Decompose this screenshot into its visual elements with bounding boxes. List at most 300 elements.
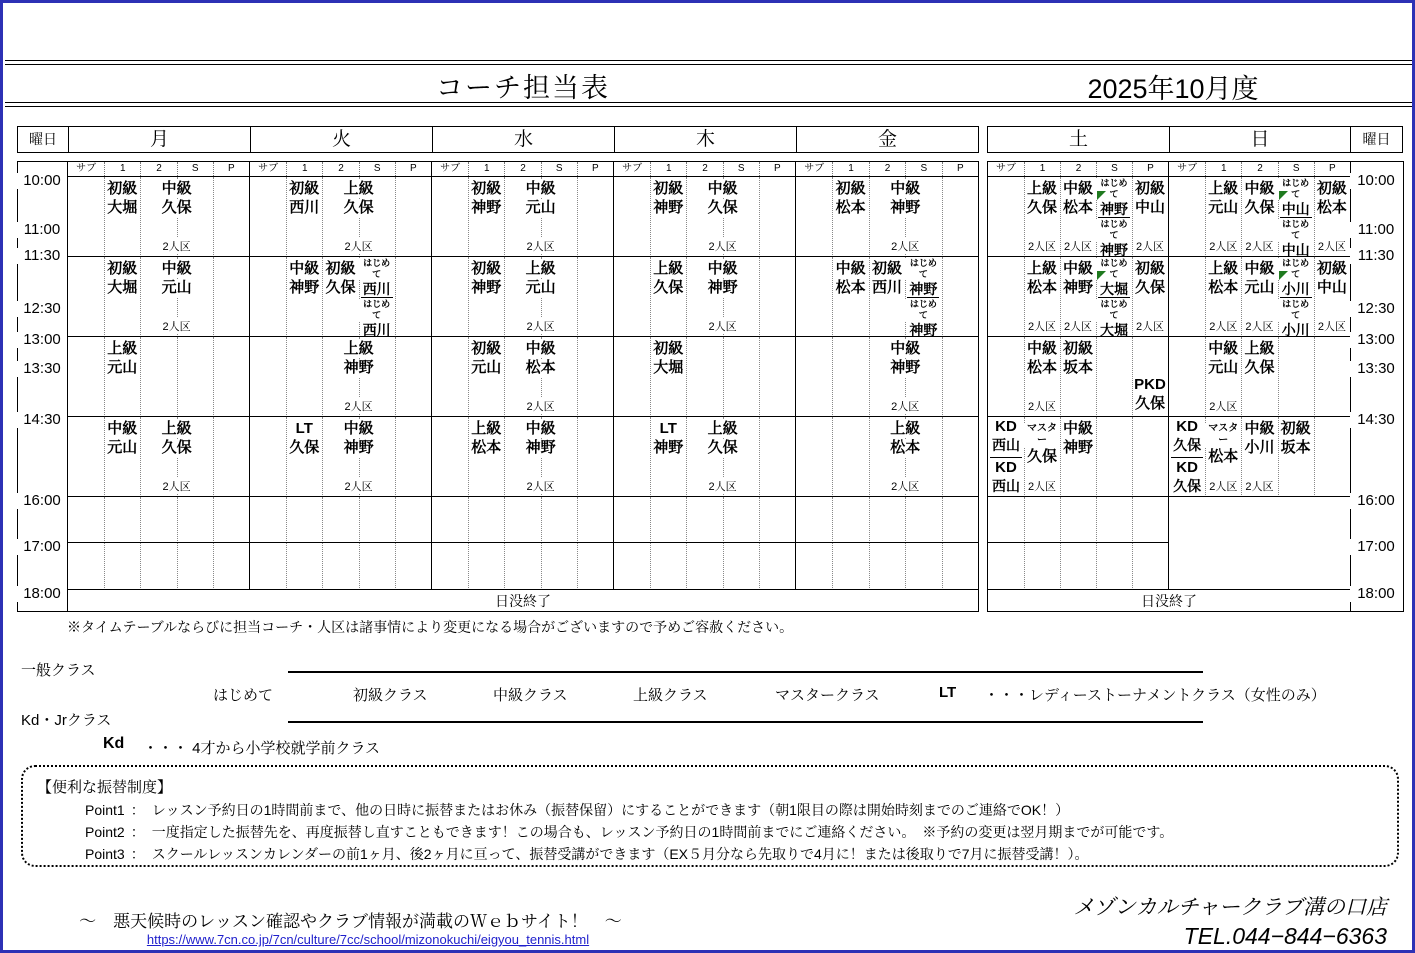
class-level-text: 中級 [707, 180, 738, 197]
class-level [322, 180, 394, 198]
day-column-水 [432, 162, 614, 589]
coach-name [686, 279, 758, 297]
time-slot-cell [432, 256, 613, 337]
stacked-class [359, 299, 395, 337]
subcol-header: サブ [440, 163, 461, 174]
subcol-header: S [723, 162, 759, 176]
grid-line [759, 337, 760, 417]
court-note-text: 2人区 [1063, 238, 1093, 254]
class-level [650, 420, 686, 438]
class-level-text: 初級 [107, 260, 138, 277]
coach-name-text: 久保 [1134, 279, 1165, 296]
class-level-text: 上級 [107, 340, 138, 357]
time-label: 13:30 [17, 361, 67, 377]
coach-name-text: 元山 [107, 439, 138, 456]
coach-name [322, 359, 394, 377]
class-level [1205, 423, 1241, 447]
court-note-text: 2人区 [1317, 318, 1347, 334]
coach-name [504, 359, 576, 377]
class-level [1314, 180, 1350, 198]
coach-name [869, 199, 942, 217]
class-entry [869, 257, 905, 337]
coach-name-text: 松本 [1062, 199, 1093, 216]
court-note [504, 238, 576, 254]
class-entry [1024, 257, 1060, 337]
class-level-text: はじめて [1278, 219, 1314, 241]
divider-line [5, 64, 1412, 65]
grid-line [1060, 543, 1061, 590]
coach-name-text: 久保 [1026, 199, 1057, 216]
class-level [322, 420, 394, 438]
class-level [359, 299, 395, 321]
grid-line [213, 417, 214, 497]
time-slot-cell [796, 416, 978, 497]
subcol-header: 1 [650, 162, 686, 176]
court-note-text: 2人区 [162, 318, 192, 334]
class-level [988, 418, 1024, 436]
coach-name-text: 西川 [362, 281, 391, 297]
subcol-header: P [1314, 162, 1350, 176]
coach-name-text: 久保 [1244, 359, 1275, 376]
class-level-text: 中級 [1062, 180, 1093, 197]
grid-line [1096, 417, 1097, 497]
class-entry [140, 417, 212, 497]
class-entry [1241, 337, 1277, 417]
coach-name-text: 神野 [1062, 439, 1093, 456]
time-slot-cell [614, 176, 795, 257]
class-entry [140, 257, 212, 337]
class-level-text: 中級 [707, 260, 738, 277]
class-level [468, 340, 504, 358]
class-entry [1241, 417, 1277, 497]
coach-name-text: 久保 [1134, 395, 1165, 412]
time-label: 17:00 [17, 539, 67, 555]
stack-divider [1280, 217, 1312, 218]
time-slot-cell [68, 416, 249, 497]
coach-name-text: 坂本 [1280, 439, 1311, 456]
class-level-text: KD [995, 459, 1017, 476]
grid-line [869, 497, 870, 543]
coach-name [1024, 359, 1060, 377]
class-level [322, 340, 394, 358]
class-level-text: 初級 [471, 260, 502, 277]
coach-name-text: 元山 [525, 199, 556, 216]
coach-name [468, 439, 504, 457]
class-entry [1278, 177, 1314, 257]
subcol-header: サブ [996, 163, 1016, 174]
time-slot-cell [250, 416, 431, 497]
coach-name [905, 281, 941, 297]
subcol-header: サブ [1177, 163, 1198, 174]
class-level-text: はじめて [1278, 178, 1314, 200]
court-note [1132, 238, 1168, 254]
time-label: 11:00 [17, 222, 67, 238]
coach-name-text: 久保 [1244, 199, 1275, 216]
court-note-text: 2人区 [162, 478, 192, 494]
grid-line [686, 543, 687, 590]
court-note [140, 238, 212, 254]
class-level [1024, 180, 1060, 198]
subcol-header: 2 [869, 162, 905, 176]
legend-lt-desc: ・・・レディーストーナメントクラス（女性のみ） [984, 687, 1326, 704]
class-entry [468, 257, 504, 337]
grid-line [504, 497, 505, 543]
coach-name-text: 神野 [890, 359, 921, 376]
grid-line [1024, 543, 1025, 590]
time-label: 12:30 [1350, 301, 1402, 317]
class-level-text: はじめて [905, 258, 941, 280]
class-level [1096, 219, 1132, 241]
notice-point-label: Point2 [85, 824, 125, 840]
court-note-text: 2人区 [526, 318, 556, 334]
coach-name [322, 199, 394, 217]
grid-line [942, 257, 943, 337]
court-note-text: 2人区 [1027, 478, 1057, 494]
comment-marker-icon [1097, 191, 1106, 200]
grid-line [468, 543, 469, 590]
subcol-header: S [177, 162, 213, 176]
class-entry [869, 417, 942, 497]
coach-name [468, 279, 504, 297]
comment-marker-icon [1279, 271, 1288, 280]
time-slot-cell [68, 176, 249, 257]
shop-name: メゾンカルチャークラブ溝の口店 [1073, 896, 1387, 919]
time-label: 10:00 [17, 173, 67, 189]
coach-name [504, 439, 576, 457]
legend-kid-label: Kd・Jrクラス [21, 712, 112, 729]
subcol-header: サブ [804, 163, 825, 174]
time-slot-cell [988, 542, 1168, 590]
time-slot-cell [988, 496, 1168, 543]
class-level-text: LT [659, 420, 677, 437]
stacked-class [1096, 178, 1132, 216]
stacked-class [1278, 219, 1314, 257]
grid-line [286, 337, 287, 417]
class-level-text: 初級 [1280, 420, 1311, 437]
class-entry [1205, 337, 1241, 417]
subcol-header: 2 [140, 162, 176, 176]
stacked-class [1096, 219, 1132, 257]
class-level [1314, 260, 1350, 278]
time-slot-cell [250, 336, 431, 417]
court-note [322, 238, 394, 254]
grid-line [942, 543, 943, 590]
coach-name [104, 359, 140, 377]
time-label: 13:00 [17, 332, 67, 348]
class-level [1241, 340, 1277, 358]
coach-name [1132, 395, 1168, 413]
coach-name [1169, 478, 1205, 494]
page-title: コーチ担当表 [436, 73, 610, 103]
class-level-text: はじめて [1278, 299, 1314, 321]
time-slot-cell [614, 336, 795, 417]
grid-line [1132, 497, 1133, 543]
stacked-class [988, 418, 1024, 456]
court-note [686, 238, 758, 254]
time-slot-cell [68, 256, 249, 337]
coach-name-text: 神野 [289, 279, 320, 296]
subcol-header: 1 [104, 162, 140, 176]
time-label: 11:30 [17, 248, 67, 264]
coach-name-text: 神野 [653, 199, 684, 216]
coach-name-text: 久保 [707, 199, 738, 216]
coach-name [1205, 199, 1241, 217]
class-level-text: 初級 [471, 340, 502, 357]
court-note-text: 2人区 [1208, 238, 1238, 254]
coach-name [1096, 201, 1132, 217]
class-entry [686, 177, 758, 257]
class-level-text: 中級 [1244, 180, 1275, 197]
time-slot-cell [1169, 256, 1350, 337]
coach-name-text: 久保 [161, 439, 192, 456]
grid-line [1024, 497, 1025, 543]
notice-point-text: ： レッスン予約日の1時間前まで、他の日時に振替またはお休み（振替保留）にすることができます（朝1限目の際は開始時刻までのご連絡でOK！） [130, 802, 1070, 818]
divider-line [5, 60, 1412, 61]
comment-marker-icon [1279, 191, 1288, 200]
coach-name-text: 元山 [1208, 359, 1239, 376]
class-entry [1096, 257, 1132, 337]
grid-line [759, 257, 760, 337]
grid-line [577, 497, 578, 543]
court-note-text: 2人区 [890, 478, 920, 494]
coach-name-text: 神野 [343, 439, 374, 456]
class-level-text: はじめて [1096, 178, 1132, 200]
legend-item: はじめて [213, 687, 274, 704]
day-column-土 [988, 162, 1169, 589]
time-slot-cell [614, 256, 795, 337]
coach-name-text: 久保 [707, 439, 738, 456]
class-level-text: 中級 [161, 260, 192, 277]
grid-line [577, 337, 578, 417]
class-entry [988, 417, 1024, 497]
grid-line [286, 543, 287, 590]
coach-name [286, 439, 322, 457]
court-note [504, 318, 576, 334]
class-level-text: 上級 [343, 180, 374, 197]
class-entry [140, 177, 212, 257]
coach-name [504, 199, 576, 217]
stacked-class [359, 258, 395, 296]
coach-name-text: 神野 [471, 199, 502, 216]
court-note [1024, 398, 1060, 414]
subcol-header: P [942, 162, 978, 176]
website-link[interactable]: https://www.7cn.co.jp/7cn/culture/7cc/school/mizonokuchi/eigyou_tennis.html [146, 932, 590, 947]
coach-name-text: 松本 [835, 199, 866, 216]
grid-line [832, 417, 833, 497]
court-note-text: 2人区 [344, 238, 374, 254]
class-level [650, 260, 686, 278]
weekday-label: 曜日 [29, 131, 57, 147]
class-level-text: 中級 [1208, 340, 1239, 357]
coach-name [1205, 279, 1241, 297]
class-level-text: LT [295, 420, 313, 437]
subcol-header: 2 [504, 162, 540, 176]
coach-name-text: 松本 [1208, 279, 1239, 296]
grid-line [869, 543, 870, 590]
coach-name-text: 神野 [909, 281, 938, 297]
class-level [1132, 260, 1168, 278]
coach-name [140, 199, 212, 217]
class-level-text: 上級 [471, 420, 502, 437]
subcol-header: サブ [76, 163, 97, 174]
grid-line [905, 543, 906, 590]
class-level [140, 260, 212, 278]
court-note-text: 2人区 [890, 398, 920, 414]
grid-line [1096, 497, 1097, 543]
time-slot-cell [1169, 176, 1350, 257]
coach-name-text: 神野 [471, 279, 502, 296]
coach-name-text: 中山 [1134, 199, 1165, 216]
class-level-text: 中級 [525, 180, 556, 197]
coach-name [104, 199, 140, 217]
coach-name [1278, 439, 1314, 457]
day-column-金 [796, 162, 978, 589]
class-level-text: KD [1176, 418, 1198, 435]
time-slot-cell [614, 416, 795, 497]
court-note-text: 2人区 [1135, 238, 1165, 254]
court-note-text: 2人区 [1317, 238, 1347, 254]
court-note [1132, 318, 1168, 334]
grid-line [395, 417, 396, 497]
class-entry [468, 177, 504, 257]
class-level [286, 260, 322, 278]
class-entry [686, 417, 758, 497]
website-note: 〜 悪天候時のレッスン確認やクラブ情報が満載のＷｅｂサイト！ 〜 [79, 912, 622, 931]
class-level [686, 420, 758, 438]
class-entry [650, 417, 686, 497]
class-level-text: 中級 [343, 420, 374, 437]
grid-line [577, 543, 578, 590]
time-label: 14:30 [1350, 412, 1402, 428]
grid-line [177, 543, 178, 590]
grid-line [359, 543, 360, 590]
legend-item: マスタークラス [775, 687, 880, 704]
court-note-text: 2人区 [1208, 398, 1238, 414]
grid-line [395, 177, 396, 257]
class-level [832, 180, 868, 198]
subcol-header: サブ [258, 163, 279, 174]
stacked-class [905, 299, 941, 337]
class-level [905, 258, 941, 280]
court-note-text: 2人区 [708, 478, 738, 494]
grid-line [832, 337, 833, 417]
class-entry [322, 417, 394, 497]
class-entry [1314, 257, 1350, 337]
legend-item: 中級クラス [493, 687, 568, 704]
court-note-text: 2人区 [1244, 238, 1274, 254]
grid-line [832, 543, 833, 590]
class-entry [1024, 417, 1060, 497]
class-level [504, 340, 576, 358]
subcol-header: 1 [286, 162, 322, 176]
day-header-row [17, 126, 979, 153]
stack-divider [1098, 297, 1130, 298]
time-slot-cell [796, 496, 978, 543]
coach-name-text: 松本 [1026, 279, 1057, 296]
court-note [1205, 238, 1241, 254]
class-level [286, 420, 322, 438]
coach-name [504, 279, 576, 297]
class-level [869, 260, 905, 278]
coach-name-text: 松本 [890, 439, 921, 456]
class-level-text: 上級 [890, 420, 921, 437]
coach-name [1241, 199, 1277, 217]
coach-name [359, 281, 395, 297]
coach-name-text: 小川 [1244, 439, 1275, 456]
coach-name-text: 小川 [1281, 281, 1310, 297]
coach-name [1241, 359, 1277, 377]
coach-name [1278, 281, 1314, 297]
court-note-text: 2人区 [526, 238, 556, 254]
class-entry [504, 337, 576, 417]
class-level-text: 初級 [1134, 260, 1165, 277]
subcol-header: S [905, 162, 941, 176]
court-note [1314, 318, 1350, 334]
coach-name-text: 松本 [1208, 448, 1239, 465]
class-level [286, 180, 322, 198]
time-slot-cell [988, 336, 1168, 417]
legend-general-label: 一般クラス [21, 662, 96, 679]
subcol-header: 1 [1024, 162, 1060, 176]
grid-line [322, 497, 323, 543]
grid-line [723, 497, 724, 543]
time-label: 18:00 [17, 586, 67, 602]
time-slot-cell [68, 336, 249, 417]
legend-kd-abbr: Kd [103, 735, 125, 752]
class-level [504, 260, 576, 278]
grid-line [759, 177, 760, 257]
coach-name [1096, 281, 1132, 297]
time-label: 16:00 [17, 493, 67, 509]
court-note [1241, 478, 1277, 494]
class-entry [905, 257, 941, 337]
disclaimer-note: ※タイムテーブルならびに担当コーチ・人区は諸事情により変更になる場合がございますので予めご容赦ください。 [67, 619, 794, 635]
coach-name [104, 279, 140, 297]
coach-name [1205, 448, 1241, 466]
schedule-grid [987, 161, 1351, 612]
day-header-row [987, 126, 1403, 153]
class-level-text: 中級 [1244, 260, 1275, 277]
court-note [1205, 398, 1241, 414]
class-entry [1169, 417, 1205, 497]
coach-name [1278, 201, 1314, 217]
time-slot-cell [1169, 496, 1350, 590]
coach-name [988, 478, 1024, 494]
court-note [322, 398, 394, 414]
court-note [1024, 478, 1060, 494]
class-level-text: 上級 [1208, 180, 1239, 197]
class-entry [1278, 417, 1314, 497]
coach-name [686, 439, 758, 457]
coach-name [322, 279, 358, 297]
court-note [1060, 318, 1096, 334]
day-column-日 [1169, 162, 1350, 589]
coach-name [1060, 279, 1096, 297]
time-label: 10:00 [1350, 173, 1402, 189]
stacked-class [1169, 459, 1205, 497]
grid-line [1314, 417, 1315, 497]
grid-line [1096, 543, 1097, 590]
class-level-text: 中級 [835, 260, 866, 277]
court-note-text: 2人区 [708, 238, 738, 254]
time-slot-cell [250, 496, 431, 543]
grid-line [577, 417, 578, 497]
coach-name-text: 神野 [1062, 279, 1093, 296]
court-note [869, 478, 942, 494]
coach-name [869, 279, 905, 297]
coach-name [1024, 279, 1060, 297]
class-level [1060, 260, 1096, 278]
